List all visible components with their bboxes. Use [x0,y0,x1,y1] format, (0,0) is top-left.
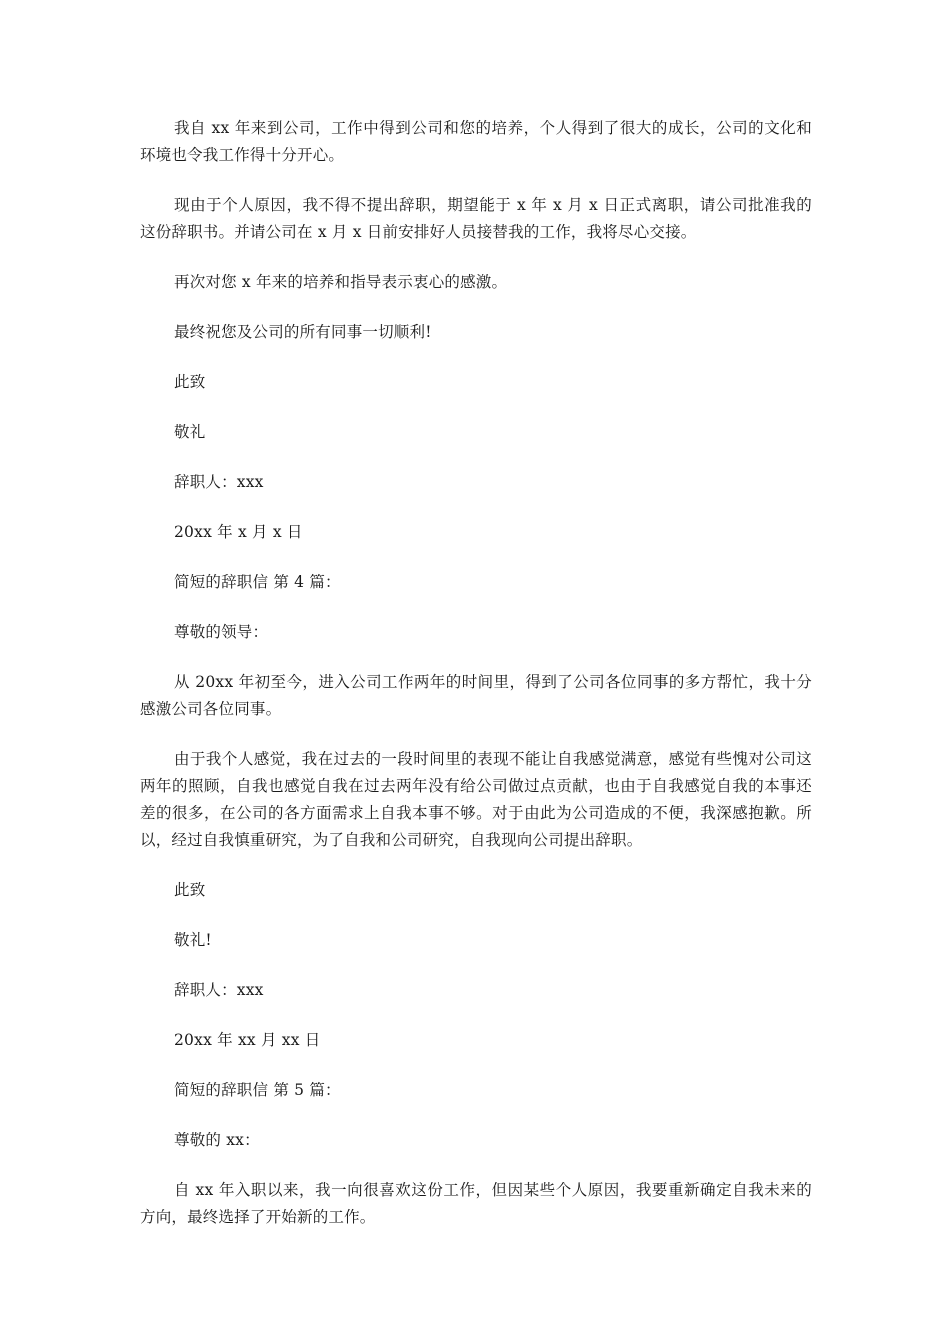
greeting-4: 尊敬的领导： [174,623,269,641]
closing-regards-4: 敬礼! [174,931,212,949]
closing-regards: 敬礼 [174,423,206,441]
closing-salutation-4: 此致 [174,881,206,899]
paragraph-4-body: 由于我个人感觉，我在过去的一段时间里的表现不能让自我感觉满意，感觉有些愧对公司这两年的照顾，自我也感觉自我在过去两年没有给公司做过点贡献，也由于自我感觉自我的本事还差的很多，在公司的各方面需求上自我本事不够。对于由此为公司造成的不便，我深感抱歉。所以，经过自我慎重研究，为了自我和公司研究，自我现向公司提出辞职。 [140,750,812,849]
paragraph-wishes: 最终祝您及公司的所有同事一切顺利! [174,323,432,341]
signature-name: 辞职人：xxx [174,473,264,491]
paragraph-4-intro: 从 20xx 年初至今，进入公司工作两年的时间里，得到了公司各位同事的多方帮忙，我十分感激公司各位同事。 [140,673,812,718]
document-page [140,115,812,1254]
signature-name-4: 辞职人：xxx [174,981,264,999]
closing-salutation: 此致 [174,373,206,391]
paragraph-5-intro: 自 xx 年入职以来，我一向很喜欢这份工作，但因某些个人原因，我要重新确定自我未来的方向，最终选择了开始新的工作。 [140,1181,812,1226]
section-heading-4: 简短的辞职信 第 4 篇： [174,573,341,591]
paragraph-reason: 现由于个人原因，我不得不提出辞职，期望能于 x 年 x 月 x 日正式离职，请公司批准我的这份辞职书。并请公司在 x 月 x 日前安排好人员接替我的工作，我将尽心交接。 [140,196,812,241]
signature-date-4: 20xx 年 xx 月 xx 日 [174,1031,321,1049]
paragraph-intro: 我自 xx 年来到公司，工作中得到公司和您的培养，个人得到了很大的成长，公司的文化和环境也令我工作得十分开心。 [140,119,812,164]
section-heading-5: 简短的辞职信 第 5 篇： [174,1081,341,1099]
signature-date: 20xx 年 x 月 x 日 [174,523,303,541]
paragraph-thanks: 再次对您 x 年来的培养和指导表示衷心的感激。 [174,273,508,291]
greeting-5: 尊敬的 xx： [174,1131,260,1149]
